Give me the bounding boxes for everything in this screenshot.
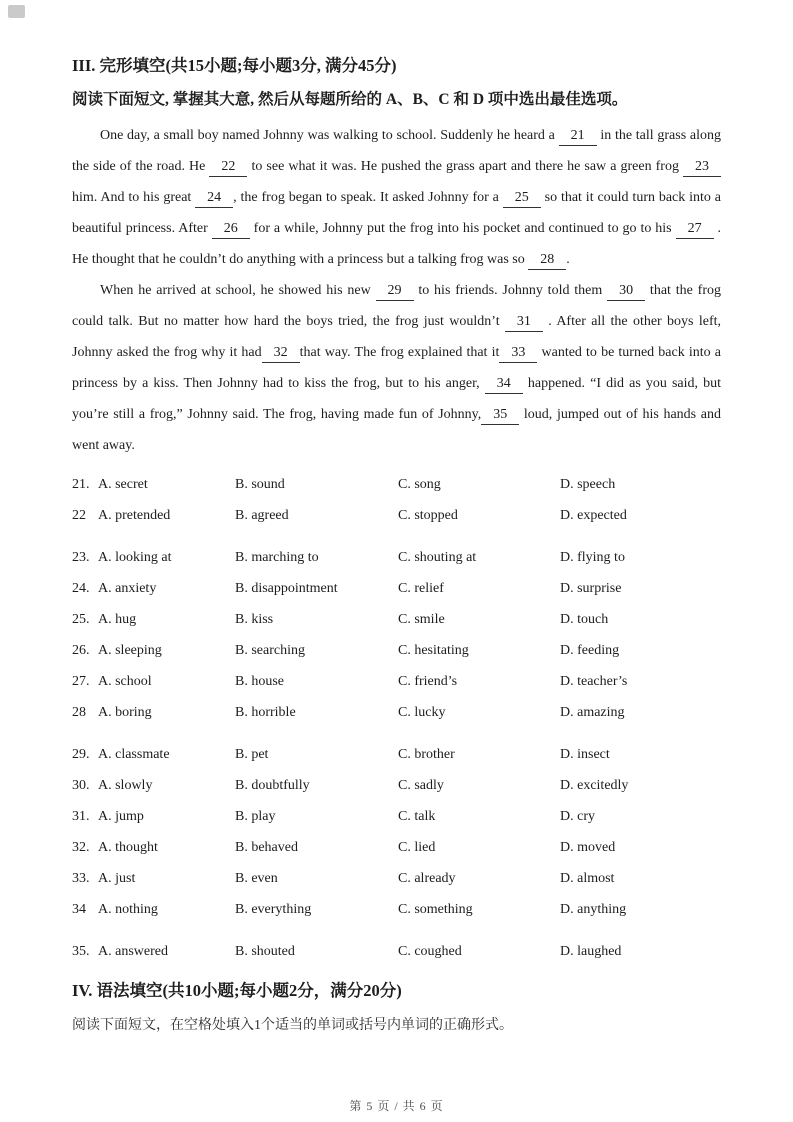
option-c: C. sadly bbox=[398, 778, 444, 793]
option-cell-a bbox=[72, 500, 235, 531]
option-c: C. lied bbox=[398, 840, 436, 855]
options-table bbox=[72, 469, 721, 967]
option-cell-a bbox=[72, 697, 235, 728]
passage-text-run: to see what it was. He pushed the grass apart and there he saw a green frog bbox=[247, 159, 683, 174]
option-cell-a bbox=[72, 770, 235, 801]
option-b: B. kiss bbox=[235, 612, 274, 627]
option-cell-a bbox=[72, 801, 235, 832]
question-number: 35. bbox=[72, 944, 90, 959]
question-number: 28 bbox=[72, 705, 86, 720]
cloze-blank: 24 bbox=[195, 188, 233, 208]
question-number: 25. bbox=[72, 612, 90, 627]
question-row bbox=[72, 635, 721, 666]
option-c: C. talk bbox=[398, 809, 436, 824]
grammar-section-instruction: 阅读下面短文，在空格处填入1个适当的单词或括号内单词的正确形式。 bbox=[72, 1018, 513, 1033]
option-a: A. hug bbox=[98, 612, 137, 627]
option-cell-a bbox=[72, 604, 235, 635]
passage-paragraph-1 bbox=[72, 120, 721, 275]
question-number: 29. bbox=[72, 747, 90, 762]
option-b: B. horrible bbox=[235, 705, 296, 720]
option-b: B. marching to bbox=[235, 550, 319, 565]
option-a: A. anxiety bbox=[98, 581, 157, 596]
option-c: C. lucky bbox=[398, 705, 446, 720]
cloze-passage bbox=[72, 120, 721, 461]
option-b: B. behaved bbox=[235, 840, 298, 855]
option-b: B. everything bbox=[235, 902, 312, 917]
option-a: A. answered bbox=[98, 944, 168, 959]
option-a: A. thought bbox=[98, 840, 158, 855]
cloze-blank: 21 bbox=[559, 126, 597, 146]
option-cell-a bbox=[72, 894, 235, 925]
option-c: C. something bbox=[398, 902, 473, 917]
passage-text-run: . He thought that he couldn’t do anything with a princess but a talking frog was so bbox=[72, 221, 722, 267]
question-row bbox=[72, 469, 721, 500]
question-number: 27. bbox=[72, 674, 90, 689]
option-b: B. searching bbox=[235, 643, 305, 658]
option-c: C. already bbox=[398, 871, 456, 886]
question-row bbox=[72, 573, 721, 604]
option-d: D. teacher’s bbox=[560, 674, 628, 689]
option-c: C. song bbox=[398, 477, 441, 492]
option-c: C. smile bbox=[398, 612, 445, 627]
option-d: D. amazing bbox=[560, 705, 625, 720]
option-cell-a bbox=[72, 573, 235, 604]
option-a: A. secret bbox=[98, 477, 148, 492]
option-b: B. play bbox=[235, 809, 276, 824]
option-a: A. school bbox=[98, 674, 152, 689]
option-c: C. shouting at bbox=[398, 550, 477, 565]
watermark-logo-icon bbox=[8, 5, 25, 18]
option-b: B. doubtfully bbox=[235, 778, 310, 793]
page-footer: 第 5 页 / 共 6 页 bbox=[349, 1099, 444, 1113]
option-cell-a bbox=[72, 469, 235, 500]
option-cell-a bbox=[72, 542, 235, 573]
option-d: D. laughed bbox=[560, 944, 622, 959]
option-a: A. classmate bbox=[98, 747, 170, 762]
question-row bbox=[72, 604, 721, 635]
option-c: C. brother bbox=[398, 747, 455, 762]
passage-text-run: wanted to be turned back into a princess by a kiss. Then Johnny had to kiss the frog, but to his anger, bbox=[72, 345, 721, 391]
passage-text-run: happened. “I did as you said, but you’re still a frog,” Johnny said. The frog, having made fun of Johnny, bbox=[72, 376, 721, 422]
passage-text-run: One day, a small boy named Johnny was walking to school. Suddenly he heard a bbox=[100, 128, 559, 143]
cloze-blank: 32 bbox=[262, 343, 300, 363]
option-b: B. pet bbox=[235, 747, 269, 762]
passage-text-run: that the frog could talk. But no matter how hard the boys tried, the frog just wouldn’t bbox=[72, 283, 722, 329]
option-b: B. house bbox=[235, 674, 284, 689]
cloze-blank: 29 bbox=[376, 281, 414, 301]
passage-text-run: . After all the other boys left, Johnny asked the frog why it had bbox=[72, 314, 721, 360]
question-row bbox=[72, 500, 721, 531]
question-number: 32. bbox=[72, 840, 90, 855]
passage-text-run: him. And to his great bbox=[72, 190, 196, 205]
option-d: D. speech bbox=[560, 477, 616, 492]
option-a: A. slowly bbox=[98, 778, 153, 793]
question-number: 24. bbox=[72, 581, 90, 596]
option-c: C. stopped bbox=[398, 508, 458, 523]
question-number: 31. bbox=[72, 809, 90, 824]
question-number: 22 bbox=[72, 508, 86, 523]
question-row bbox=[72, 666, 721, 697]
option-d: D. almost bbox=[560, 871, 615, 886]
option-cell-a bbox=[72, 635, 235, 666]
option-c: C. hesitating bbox=[398, 643, 469, 658]
question-row bbox=[72, 739, 721, 770]
question-row bbox=[72, 801, 721, 832]
option-a: A. just bbox=[98, 871, 136, 886]
cloze-blank: 30 bbox=[607, 281, 645, 301]
option-a: A. looking at bbox=[98, 550, 172, 565]
option-d: D. expected bbox=[560, 508, 627, 523]
cloze-blank: 33 bbox=[499, 343, 537, 363]
cloze-blank: 26 bbox=[212, 219, 250, 239]
option-b: B. agreed bbox=[235, 508, 289, 523]
passage-text-run: for a while, Johnny put the frog into his pocket and continued to go to his bbox=[249, 221, 676, 236]
passage-text-run: that way. The frog explained that it bbox=[299, 345, 500, 360]
option-d: D. excitedly bbox=[560, 778, 629, 793]
option-a: A. boring bbox=[98, 705, 152, 720]
passage-text-run: , the frog began to speak. It asked Johnny for a bbox=[233, 190, 503, 205]
cloze-section-title: III. 完形填空(共15小题;每小题3分, 满分45分) bbox=[72, 56, 397, 75]
cloze-blank: 31 bbox=[505, 312, 543, 332]
grammar-section-title: IV. 语法填空(共10小题;每小题2分，满分20分) bbox=[72, 981, 402, 1000]
option-cell-a bbox=[72, 936, 235, 967]
option-b: B. sound bbox=[235, 477, 285, 492]
option-d: D. feeding bbox=[560, 643, 620, 658]
cloze-blank: 27 bbox=[676, 219, 714, 239]
question-row bbox=[72, 542, 721, 573]
passage-text-run: in the tall grass along the side of the road. He bbox=[72, 128, 721, 174]
cloze-blank: 34 bbox=[485, 374, 523, 394]
option-d: D. moved bbox=[560, 840, 616, 855]
question-number: 23. bbox=[72, 550, 90, 565]
option-d: D. anything bbox=[560, 902, 627, 917]
option-d: D. touch bbox=[560, 612, 609, 627]
cloze-blank: 35 bbox=[481, 405, 519, 425]
passage-text-run: . bbox=[566, 252, 570, 267]
question-number: 21. bbox=[72, 477, 90, 492]
passage-text-run: to his friends. Johnny told them bbox=[413, 283, 608, 298]
option-b: B. shouted bbox=[235, 944, 295, 959]
question-number: 34 bbox=[72, 902, 86, 917]
question-number: 30. bbox=[72, 778, 90, 793]
passage-text-run: loud, jumped out of his hands and went away. bbox=[72, 407, 721, 453]
cloze-blank: 28 bbox=[528, 250, 566, 270]
question-number: 33. bbox=[72, 871, 90, 886]
option-cell-a bbox=[72, 863, 235, 894]
option-a: A. jump bbox=[98, 809, 144, 824]
option-a: A. sleeping bbox=[98, 643, 162, 658]
option-c: C. friend’s bbox=[398, 674, 458, 689]
cloze-blank: 22 bbox=[209, 157, 247, 177]
option-d: D. surprise bbox=[560, 581, 622, 596]
passage-paragraph-2 bbox=[72, 275, 721, 461]
option-a: A. pretended bbox=[98, 508, 171, 523]
question-number: 26. bbox=[72, 643, 90, 658]
passage-text-run: so that it could turn back into a beautiful princess. After bbox=[72, 190, 722, 236]
option-a: A. nothing bbox=[98, 902, 158, 917]
option-d: D. cry bbox=[560, 809, 595, 824]
option-b: B. even bbox=[235, 871, 278, 886]
question-row bbox=[72, 936, 721, 967]
option-cell-a bbox=[72, 739, 235, 770]
option-cell-a bbox=[72, 832, 235, 863]
question-row bbox=[72, 894, 721, 925]
option-d: D. insect bbox=[560, 747, 610, 762]
question-row bbox=[72, 770, 721, 801]
option-b: B. disappointment bbox=[235, 581, 338, 596]
question-row bbox=[72, 863, 721, 894]
option-c: C. relief bbox=[398, 581, 444, 596]
cloze-section-instruction: 阅读下面短文, 掌握其大意, 然后从每题所给的 A、B、C 和 D 项中选出最佳选项。 bbox=[72, 91, 628, 108]
option-d: D. flying to bbox=[560, 550, 625, 565]
option-c: C. coughed bbox=[398, 944, 462, 959]
question-row bbox=[72, 832, 721, 863]
question-row bbox=[72, 697, 721, 728]
option-cell-a bbox=[72, 666, 235, 697]
cloze-blank: 25 bbox=[503, 188, 541, 208]
passage-text-run: When he arrived at school, he showed his new bbox=[100, 283, 376, 298]
cloze-blank: 23 bbox=[683, 157, 721, 177]
